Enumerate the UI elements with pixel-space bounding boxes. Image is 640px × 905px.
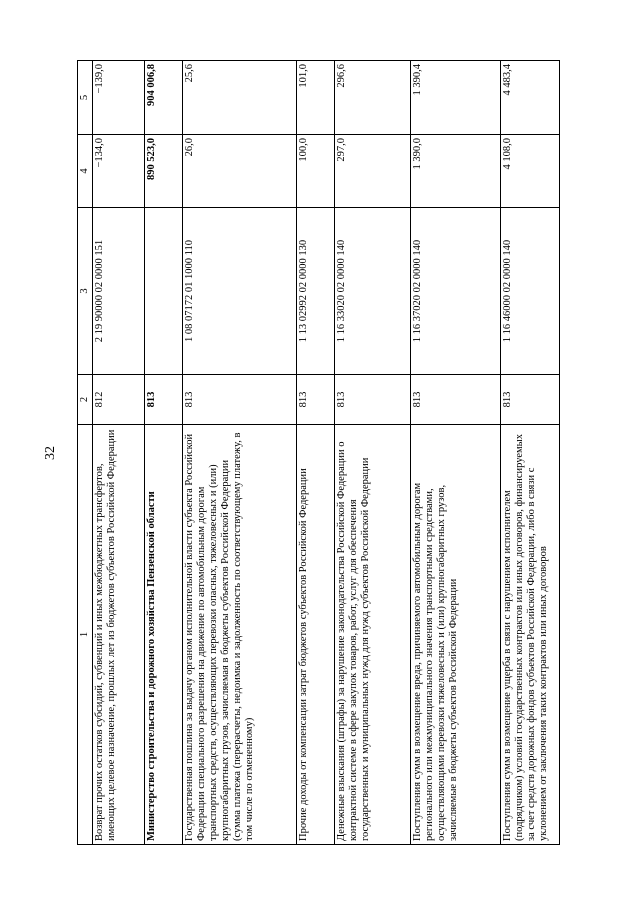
column-header: 1: [78, 425, 93, 845]
admin-code-cell: 813: [145, 375, 183, 425]
value-col5-cell: 904 006,8: [145, 61, 183, 135]
column-header: 4: [78, 135, 93, 208]
value-col5-cell: 4 483,4: [501, 61, 560, 135]
budget-code-cell: 1 16 46000 02 0000 140: [501, 208, 560, 375]
budget-code-cell: 1 13 02992 02 0000 130: [297, 208, 335, 375]
rotated-table-container: [77, 61, 560, 845]
income-name-cell: Министерство строительства и дорожного хозяйства Пензенской области: [145, 425, 183, 845]
table-row: [145, 61, 183, 845]
value-col4-cell: 100,0: [297, 135, 335, 208]
value-col5-cell: 296,6: [335, 61, 411, 135]
page-number: 32: [43, 446, 58, 460]
value-col4-cell: 26,0: [183, 135, 297, 208]
column-header: 2: [78, 375, 93, 425]
table-row: [411, 61, 501, 845]
income-name-cell: Денежные взыскания (штрафы) за нарушение законодательства Российской Федерации о контрактной системе в сфере закупок товаров, работ, услуг для обеспечения государственных и муниципальных нужд для нужд субъектов Российской Федерации: [335, 425, 411, 845]
value-col4-cell: −134,0: [93, 135, 145, 208]
income-name-cell: Прочие доходы от компенсации затрат бюджетов субъектов Российской Федерации: [297, 425, 335, 845]
column-header: 3: [78, 208, 93, 375]
income-name-cell: Возврат прочих остатков субсидий, субвенций и иных межбюджетных трансфертов, имеющих целевое назначение, прошлых лет из бюджетов субъектов Российской Федерации: [93, 425, 145, 845]
value-col5-cell: 25,6: [183, 61, 297, 135]
budget-code-cell: 1 16 37020 02 0000 140: [411, 208, 501, 375]
admin-code-cell: 813: [297, 375, 335, 425]
table-row: [501, 61, 560, 845]
value-col5-cell: 101,0: [297, 61, 335, 135]
budget-code-cell: 1 16 33020 02 0000 140: [335, 208, 411, 375]
income-name-cell: Государственная пошлина за выдачу органом исполнительной власти субъекта Российской Федерации специального разрешения на движение по автомобильным дорогам транспортных средств, осуществляющих перевозки опасных, тяжеловесных и (или) крупногабаритных грузов, зачисляемая в бюджеты субъектов Российской Федерации (сумма платежа (перерасчеты, недоимка и задолженность по соответствующему платежу, в том числе по отмененному): [183, 425, 297, 845]
table-row: [335, 61, 411, 845]
admin-code-cell: 813: [183, 375, 297, 425]
revenue-table: [77, 60, 560, 845]
budget-code-cell: [145, 208, 183, 375]
value-col5-cell: 1 390,4: [411, 61, 501, 135]
value-col4-cell: 890 523,0: [145, 135, 183, 208]
column-header: 5: [78, 61, 93, 135]
table-row: [183, 61, 297, 845]
income-name-cell: Поступления сумм в возмещение ущерба в связи с нарушением исполнителем (подрядчиком) условий государственных контрактов или иных договоров, финансируемых за счет средств дорожных фондов субъектов Российской Федерации, либо в связи с уклонением от заключения таких контрактов или иных договоров: [501, 425, 560, 845]
value-col5-cell: −139,0: [93, 61, 145, 135]
table-row: [93, 61, 145, 845]
value-col4-cell: 4 108,0: [501, 135, 560, 208]
header-row: [78, 61, 93, 845]
value-col4-cell: 1 390,0: [411, 135, 501, 208]
admin-code-cell: 813: [335, 375, 411, 425]
table-row: [297, 61, 335, 845]
budget-code-cell: 2 19 90000 02 0000 151: [93, 208, 145, 375]
income-name-cell: Поступления сумм в возмещение вреда, причиняемого автомобильным дорогам регионального или межмуниципального значения транспортными средствами, осуществляющими перевозки тяжеловесных и (или) крупногабаритных грузов, зачисляемые в бюджеты субъектов Российской Федерации: [411, 425, 501, 845]
admin-code-cell: 812: [93, 375, 145, 425]
admin-code-cell: 813: [501, 375, 560, 425]
budget-code-cell: 1 08 07172 01 1000 110: [183, 208, 297, 375]
admin-code-cell: 813: [411, 375, 501, 425]
value-col4-cell: 297,0: [335, 135, 411, 208]
